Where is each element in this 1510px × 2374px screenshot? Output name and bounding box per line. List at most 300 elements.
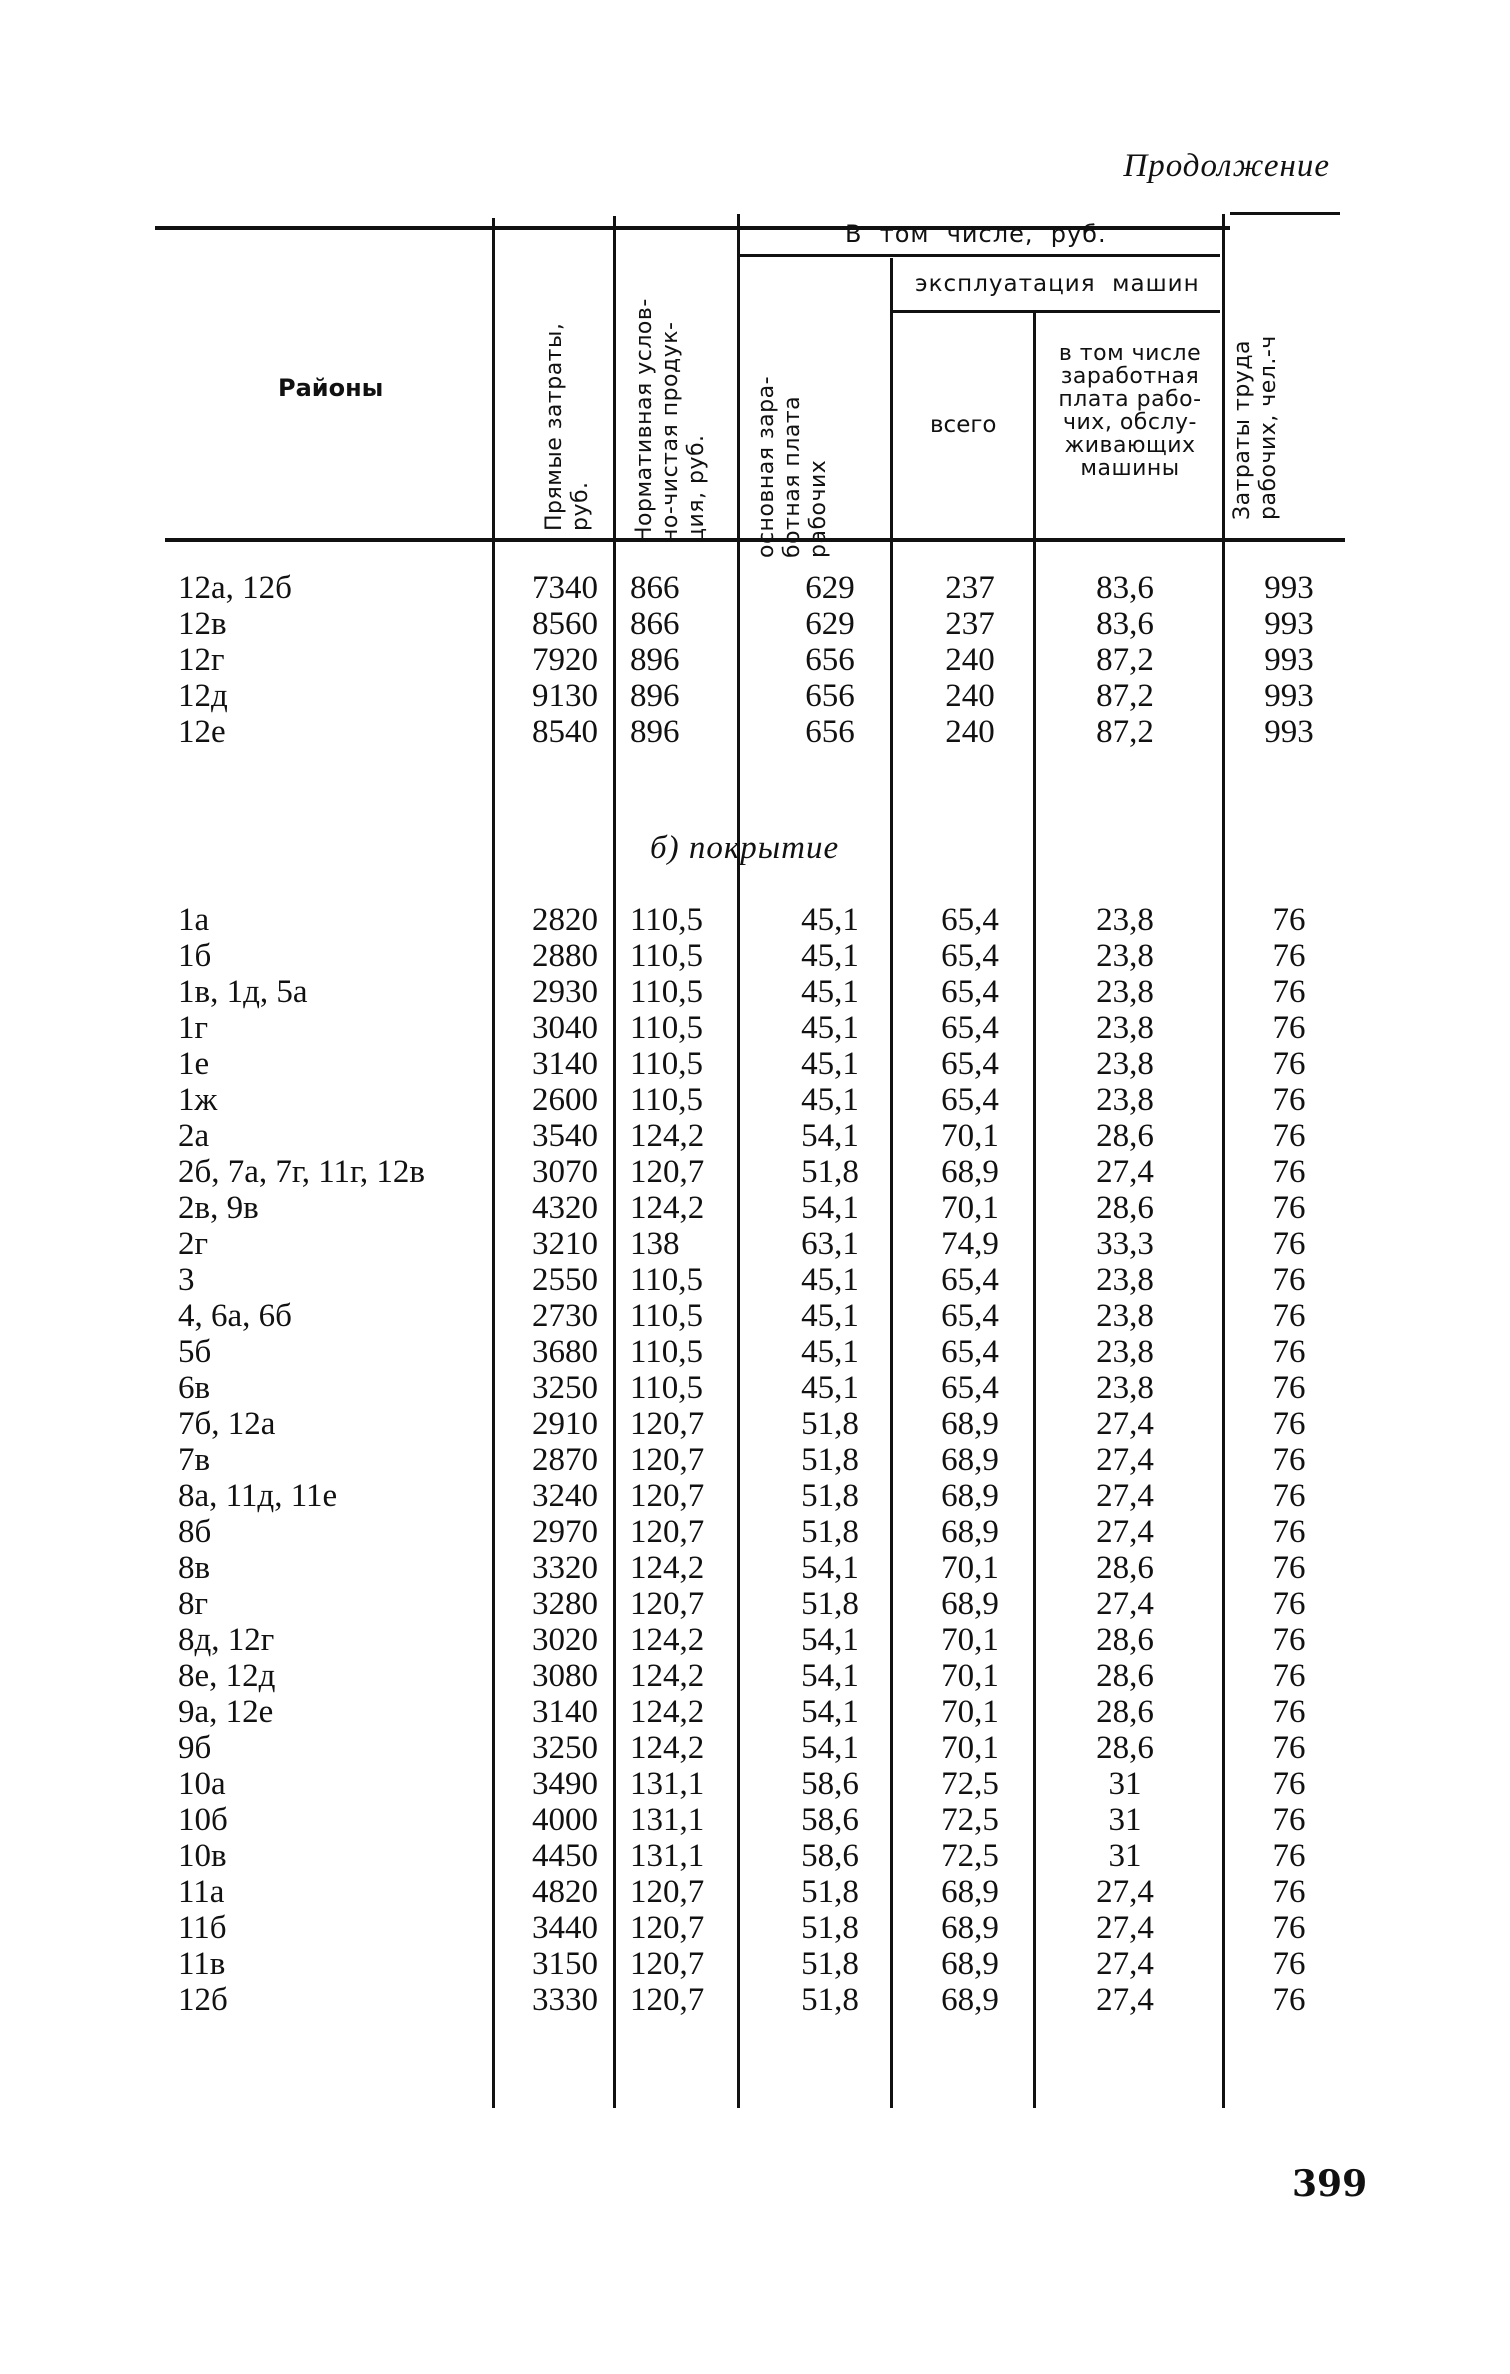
cell-normative: 110,5 xyxy=(630,1082,704,1118)
cell-direct: 2910 xyxy=(532,1406,598,1442)
cell-base-wage: 51,8 xyxy=(801,1154,859,1190)
cell-direct: 7340 xyxy=(532,570,598,606)
cell-base-wage: 54,1 xyxy=(801,1658,859,1694)
cell-incl-wage: 27,4 xyxy=(1096,1586,1154,1622)
cell-normative: 124,2 xyxy=(630,1730,705,1766)
cell-incl-wage: 31 xyxy=(1108,1766,1142,1802)
cell-direct: 3240 xyxy=(532,1478,598,1514)
group-rule xyxy=(737,254,1220,257)
table-row xyxy=(0,1478,1510,1514)
cell-incl-wage: 27,4 xyxy=(1096,1874,1154,1910)
table-row xyxy=(0,1874,1510,1910)
cell-normative: 866 xyxy=(630,570,680,606)
cell-total: 65,4 xyxy=(941,902,999,938)
cell-labor: 76 xyxy=(1272,1190,1306,1226)
cell-incl-wage: 23,8 xyxy=(1096,1082,1154,1118)
table-row xyxy=(0,1370,1510,1406)
cell-region: 8е, 12д xyxy=(178,1658,276,1694)
table-row xyxy=(0,1118,1510,1154)
cell-normative: 131,1 xyxy=(630,1838,705,1874)
cell-direct: 4000 xyxy=(532,1802,598,1838)
table-row xyxy=(0,1442,1510,1478)
cell-direct: 4450 xyxy=(532,1838,598,1874)
cell-incl-wage: 28,6 xyxy=(1096,1118,1154,1154)
section-b-rows xyxy=(0,902,1510,2018)
cell-labor: 76 xyxy=(1272,1622,1306,1658)
cell-incl-wage: 23,8 xyxy=(1096,902,1154,938)
table-row xyxy=(0,1982,1510,2018)
cell-normative: 120,7 xyxy=(630,1946,705,1982)
cell-total: 70,1 xyxy=(941,1658,999,1694)
cell-direct: 3250 xyxy=(532,1370,598,1406)
cell-region: 1а xyxy=(178,902,210,938)
cell-labor: 76 xyxy=(1272,1730,1306,1766)
cell-region: 1б xyxy=(178,938,212,974)
cell-direct: 3150 xyxy=(532,1946,598,1982)
table-row xyxy=(0,1766,1510,1802)
cell-normative: 120,7 xyxy=(630,1154,705,1190)
table-row xyxy=(0,938,1510,974)
cell-incl-wage: 27,4 xyxy=(1096,1982,1154,2018)
cell-incl-wage: 23,8 xyxy=(1096,1046,1154,1082)
cell-incl-wage: 27,4 xyxy=(1096,1514,1154,1550)
header-top-rule-right xyxy=(1230,212,1340,215)
cell-labor: 76 xyxy=(1272,1802,1306,1838)
cell-labor: 76 xyxy=(1272,1010,1306,1046)
cell-total: 68,9 xyxy=(941,1910,999,1946)
cell-incl-wage: 28,6 xyxy=(1096,1190,1154,1226)
cell-labor: 76 xyxy=(1272,1046,1306,1082)
cell-labor: 76 xyxy=(1272,938,1306,974)
machine-rule xyxy=(890,310,1220,313)
table-row xyxy=(0,1298,1510,1334)
cell-incl-wage: 27,4 xyxy=(1096,1478,1154,1514)
table-row xyxy=(0,902,1510,938)
cell-region: 11в xyxy=(178,1946,226,1982)
cell-normative: 120,7 xyxy=(630,1982,705,2018)
cell-labor: 76 xyxy=(1272,1298,1306,1334)
cell-base-wage: 54,1 xyxy=(801,1550,859,1586)
cell-incl-wage: 28,6 xyxy=(1096,1550,1154,1586)
cell-normative: 120,7 xyxy=(630,1910,705,1946)
cell-incl-wage: 28,6 xyxy=(1096,1658,1154,1694)
cell-direct: 3330 xyxy=(532,1982,598,2018)
cell-region: 7в xyxy=(178,1442,211,1478)
cell-labor: 76 xyxy=(1272,1946,1306,1982)
cell-incl-wage: 23,8 xyxy=(1096,1370,1154,1406)
cell-direct: 2730 xyxy=(532,1298,598,1334)
cell-direct: 2880 xyxy=(532,938,598,974)
table-row xyxy=(0,1190,1510,1226)
cell-base-wage: 656 xyxy=(805,678,855,714)
cell-labor: 76 xyxy=(1272,1694,1306,1730)
table-row xyxy=(0,714,1510,750)
cell-incl-wage: 23,8 xyxy=(1096,974,1154,1010)
header-total: всего xyxy=(930,412,997,438)
cell-base-wage: 629 xyxy=(805,606,855,642)
cell-base-wage: 54,1 xyxy=(801,1118,859,1154)
cell-incl-wage: 83,6 xyxy=(1096,570,1154,606)
header-normative: Нормативная услов- но-чистая продук- ция, руб. xyxy=(632,298,709,543)
cell-base-wage: 51,8 xyxy=(801,1406,859,1442)
cell-labor: 76 xyxy=(1272,1442,1306,1478)
cell-labor: 76 xyxy=(1272,1550,1306,1586)
cell-direct: 3140 xyxy=(532,1694,598,1730)
cell-base-wage: 58,6 xyxy=(801,1766,859,1802)
cell-incl-wage: 33,3 xyxy=(1096,1226,1154,1262)
cell-incl-wage: 27,4 xyxy=(1096,1946,1154,1982)
cell-base-wage: 45,1 xyxy=(801,1046,859,1082)
cell-normative: 138 xyxy=(630,1226,680,1262)
table-row xyxy=(0,1550,1510,1586)
cell-normative: 124,2 xyxy=(630,1658,705,1694)
cell-base-wage: 58,6 xyxy=(801,1802,859,1838)
cell-normative: 131,1 xyxy=(630,1766,705,1802)
cell-incl-wage: 87,2 xyxy=(1096,642,1154,678)
cell-region: 12е xyxy=(178,714,226,750)
cell-direct: 3080 xyxy=(532,1658,598,1694)
cell-region: 8д, 12г xyxy=(178,1622,275,1658)
cell-total: 68,9 xyxy=(941,1874,999,1910)
cell-direct: 3540 xyxy=(532,1118,598,1154)
cell-base-wage: 51,8 xyxy=(801,1478,859,1514)
cell-normative: 120,7 xyxy=(630,1874,705,1910)
cell-base-wage: 656 xyxy=(805,642,855,678)
cell-region: 4, 6а, 6б xyxy=(178,1298,292,1334)
cell-direct: 8560 xyxy=(532,606,598,642)
cell-direct: 2820 xyxy=(532,902,598,938)
table-row xyxy=(0,1910,1510,1946)
cell-total: 68,9 xyxy=(941,1406,999,1442)
cell-total: 65,4 xyxy=(941,974,999,1010)
cell-normative: 124,2 xyxy=(630,1118,705,1154)
cell-total: 65,4 xyxy=(941,1010,999,1046)
cell-base-wage: 51,8 xyxy=(801,1514,859,1550)
cell-incl-wage: 28,6 xyxy=(1096,1694,1154,1730)
cell-direct: 2600 xyxy=(532,1082,598,1118)
cell-incl-wage: 31 xyxy=(1108,1802,1142,1838)
cell-labor: 76 xyxy=(1272,1406,1306,1442)
table-row xyxy=(0,1838,1510,1874)
cell-labor: 76 xyxy=(1272,1514,1306,1550)
cell-incl-wage: 31 xyxy=(1108,1838,1142,1874)
cell-total: 70,1 xyxy=(941,1622,999,1658)
cell-region: 8г xyxy=(178,1586,209,1622)
cell-base-wage: 51,8 xyxy=(801,1946,859,1982)
cell-normative: 120,7 xyxy=(630,1406,705,1442)
cell-total: 72,5 xyxy=(941,1766,999,1802)
cell-labor: 76 xyxy=(1272,1658,1306,1694)
cell-total: 68,9 xyxy=(941,1586,999,1622)
cell-total: 240 xyxy=(945,714,995,750)
cell-normative: 110,5 xyxy=(630,1046,704,1082)
cell-region: 10в xyxy=(178,1838,227,1874)
cell-base-wage: 629 xyxy=(805,570,855,606)
cell-region: 11б xyxy=(178,1910,227,1946)
cell-labor: 76 xyxy=(1272,1370,1306,1406)
cell-base-wage: 45,1 xyxy=(801,1298,859,1334)
cell-normative: 110,5 xyxy=(630,902,704,938)
cell-base-wage: 51,8 xyxy=(801,1982,859,2018)
cell-total: 70,1 xyxy=(941,1190,999,1226)
cell-total: 70,1 xyxy=(941,1118,999,1154)
cell-incl-wage: 27,4 xyxy=(1096,1910,1154,1946)
cell-incl-wage: 83,6 xyxy=(1096,606,1154,642)
cell-normative: 124,2 xyxy=(630,1622,705,1658)
cell-direct: 3020 xyxy=(532,1622,598,1658)
cell-base-wage: 51,8 xyxy=(801,1586,859,1622)
cell-region: 2а xyxy=(178,1118,210,1154)
table-row xyxy=(0,1622,1510,1658)
cell-base-wage: 45,1 xyxy=(801,1262,859,1298)
cell-normative: 124,2 xyxy=(630,1190,705,1226)
cell-total: 65,4 xyxy=(941,1046,999,1082)
cell-total: 68,9 xyxy=(941,1442,999,1478)
cell-incl-wage: 23,8 xyxy=(1096,1010,1154,1046)
cell-normative: 110,5 xyxy=(630,1298,704,1334)
cell-region: 2в, 9в xyxy=(178,1190,259,1226)
continuation-note: Продолжение xyxy=(1123,148,1330,184)
header-labor: Затраты труда рабочих, чел.-ч xyxy=(1230,335,1281,520)
cell-normative: 896 xyxy=(630,642,680,678)
cell-incl-wage: 23,8 xyxy=(1096,1334,1154,1370)
cell-base-wage: 51,8 xyxy=(801,1442,859,1478)
cell-total: 237 xyxy=(945,570,995,606)
cell-base-wage: 45,1 xyxy=(801,1010,859,1046)
page-number: 399 xyxy=(1292,2163,1368,2205)
cell-labor: 76 xyxy=(1272,1118,1306,1154)
cell-incl-wage: 87,2 xyxy=(1096,678,1154,714)
table-row xyxy=(0,1514,1510,1550)
cell-total: 72,5 xyxy=(941,1838,999,1874)
cell-labor: 76 xyxy=(1272,1838,1306,1874)
table-row xyxy=(0,1406,1510,1442)
cell-base-wage: 54,1 xyxy=(801,1190,859,1226)
header-including-group: В том числе, руб. xyxy=(845,220,1107,248)
cell-incl-wage: 27,4 xyxy=(1096,1154,1154,1190)
table-row xyxy=(0,570,1510,606)
cell-base-wage: 54,1 xyxy=(801,1694,859,1730)
cell-normative: 110,5 xyxy=(630,1334,704,1370)
cell-region: 12б xyxy=(178,1982,228,2018)
cell-total: 68,9 xyxy=(941,1946,999,1982)
cell-direct: 3280 xyxy=(532,1586,598,1622)
cell-incl-wage: 28,6 xyxy=(1096,1730,1154,1766)
cell-total: 240 xyxy=(945,678,995,714)
cell-total: 65,4 xyxy=(941,1262,999,1298)
cell-direct: 2930 xyxy=(532,974,598,1010)
cell-region: 1в, 1д, 5а xyxy=(178,974,308,1010)
cell-direct: 9130 xyxy=(532,678,598,714)
cell-total: 237 xyxy=(945,606,995,642)
cell-normative: 120,7 xyxy=(630,1442,705,1478)
cell-labor: 76 xyxy=(1272,1154,1306,1190)
cell-total: 72,5 xyxy=(941,1802,999,1838)
cell-direct: 8540 xyxy=(532,714,598,750)
cell-normative: 124,2 xyxy=(630,1694,705,1730)
cell-region: 7б, 12а xyxy=(178,1406,276,1442)
header-incl-wage: в том числе заработная плата рабо- чих, обслу- живающих машины xyxy=(1058,341,1202,481)
header-direct-costs: Прямые затраты, руб. xyxy=(542,322,593,531)
table-row xyxy=(0,642,1510,678)
cell-total: 68,9 xyxy=(941,1514,999,1550)
table-row xyxy=(0,1262,1510,1298)
cell-region: 1ж xyxy=(178,1082,218,1118)
cell-base-wage: 45,1 xyxy=(801,1370,859,1406)
cell-total: 68,9 xyxy=(941,1154,999,1190)
cell-normative: 120,7 xyxy=(630,1586,705,1622)
cell-total: 65,4 xyxy=(941,1082,999,1118)
cell-normative: 896 xyxy=(630,678,680,714)
cell-direct: 3040 xyxy=(532,1010,598,1046)
cell-labor: 993 xyxy=(1264,570,1314,606)
cell-direct: 2550 xyxy=(532,1262,598,1298)
cell-region: 12а, 12б xyxy=(178,570,292,606)
table-row xyxy=(0,1802,1510,1838)
cell-incl-wage: 27,4 xyxy=(1096,1442,1154,1478)
cell-incl-wage: 87,2 xyxy=(1096,714,1154,750)
cell-direct: 2870 xyxy=(532,1442,598,1478)
cell-total: 70,1 xyxy=(941,1694,999,1730)
cell-base-wage: 54,1 xyxy=(801,1730,859,1766)
cell-region: 12д xyxy=(178,678,228,714)
cell-normative: 131,1 xyxy=(630,1802,705,1838)
cell-incl-wage: 28,6 xyxy=(1096,1622,1154,1658)
cell-region: 8б xyxy=(178,1514,212,1550)
cell-total: 68,9 xyxy=(941,1982,999,2018)
cell-labor: 76 xyxy=(1272,1874,1306,1910)
cell-region: 3 xyxy=(178,1262,195,1298)
cell-normative: 110,5 xyxy=(630,974,704,1010)
cell-region: 2б, 7а, 7г, 11г, 12в xyxy=(178,1154,425,1190)
cell-normative: 120,7 xyxy=(630,1478,705,1514)
cell-base-wage: 63,1 xyxy=(801,1226,859,1262)
cell-base-wage: 45,1 xyxy=(801,974,859,1010)
cell-direct: 3680 xyxy=(532,1334,598,1370)
cell-labor: 76 xyxy=(1272,1334,1306,1370)
cell-region: 2г xyxy=(178,1226,209,1262)
cell-labor: 76 xyxy=(1272,974,1306,1010)
cell-direct: 3250 xyxy=(532,1730,598,1766)
table-row xyxy=(0,1658,1510,1694)
cell-region: 11а xyxy=(178,1874,225,1910)
header-base-wage: основная зара- ботная плата рабочих xyxy=(754,375,831,558)
cell-incl-wage: 23,8 xyxy=(1096,1262,1154,1298)
cell-labor: 76 xyxy=(1272,902,1306,938)
table-row xyxy=(0,1082,1510,1118)
cell-base-wage: 54,1 xyxy=(801,1622,859,1658)
cell-region: 8в xyxy=(178,1550,211,1586)
cell-base-wage: 51,8 xyxy=(801,1874,859,1910)
cell-direct: 3320 xyxy=(532,1550,598,1586)
cell-region: 1г xyxy=(178,1010,209,1046)
cell-normative: 896 xyxy=(630,714,680,750)
cell-direct: 3440 xyxy=(532,1910,598,1946)
cell-total: 240 xyxy=(945,642,995,678)
cell-normative: 110,5 xyxy=(630,1262,704,1298)
cell-base-wage: 45,1 xyxy=(801,1082,859,1118)
cell-total: 65,4 xyxy=(941,1298,999,1334)
cell-region: 12в xyxy=(178,606,227,642)
cell-labor: 76 xyxy=(1272,1766,1306,1802)
cell-incl-wage: 27,4 xyxy=(1096,1406,1154,1442)
table-row xyxy=(0,1946,1510,1982)
header-machine-operation: эксплуатация машин xyxy=(915,271,1200,297)
cell-labor: 76 xyxy=(1272,1262,1306,1298)
cell-region: 8а, 11д, 11е xyxy=(178,1478,338,1514)
table-row xyxy=(0,606,1510,642)
cell-labor: 76 xyxy=(1272,1586,1306,1622)
cell-labor: 76 xyxy=(1272,1910,1306,1946)
cell-region: 5б xyxy=(178,1334,212,1370)
table-row xyxy=(0,678,1510,714)
table-row xyxy=(0,1730,1510,1766)
cell-base-wage: 45,1 xyxy=(801,902,859,938)
cell-labor: 993 xyxy=(1264,642,1314,678)
cell-total: 70,1 xyxy=(941,1730,999,1766)
cell-region: 10б xyxy=(178,1802,228,1838)
cell-incl-wage: 23,8 xyxy=(1096,938,1154,974)
cell-base-wage: 58,6 xyxy=(801,1838,859,1874)
cell-base-wage: 51,8 xyxy=(801,1910,859,1946)
cell-labor: 76 xyxy=(1272,1478,1306,1514)
cell-direct: 2970 xyxy=(532,1514,598,1550)
cell-direct: 4820 xyxy=(532,1874,598,1910)
cell-labor: 76 xyxy=(1272,1982,1306,2018)
cell-normative: 120,7 xyxy=(630,1514,705,1550)
cell-normative: 110,5 xyxy=(630,938,704,974)
table-row xyxy=(0,1154,1510,1190)
cell-total: 74,9 xyxy=(941,1226,999,1262)
cell-labor: 76 xyxy=(1272,1226,1306,1262)
cell-labor: 993 xyxy=(1264,606,1314,642)
cell-base-wage: 656 xyxy=(805,714,855,750)
header-region: Районы xyxy=(278,374,384,402)
cell-labor: 993 xyxy=(1264,714,1314,750)
table-row xyxy=(0,1334,1510,1370)
cell-normative: 124,2 xyxy=(630,1550,705,1586)
cell-labor: 76 xyxy=(1272,1082,1306,1118)
cell-labor: 993 xyxy=(1264,678,1314,714)
table-row xyxy=(0,1226,1510,1262)
cell-total: 65,4 xyxy=(941,938,999,974)
cell-normative: 866 xyxy=(630,606,680,642)
cell-base-wage: 45,1 xyxy=(801,1334,859,1370)
cell-region: 10а xyxy=(178,1766,226,1802)
cell-base-wage: 45,1 xyxy=(801,938,859,974)
table-row xyxy=(0,1586,1510,1622)
cell-total: 68,9 xyxy=(941,1478,999,1514)
cell-region: 6в xyxy=(178,1370,211,1406)
cell-total: 65,4 xyxy=(941,1370,999,1406)
table-row xyxy=(0,1046,1510,1082)
cell-direct: 3070 xyxy=(532,1154,598,1190)
cell-region: 9а, 12е xyxy=(178,1694,274,1730)
cell-direct: 3210 xyxy=(532,1226,598,1262)
table-row xyxy=(0,1010,1510,1046)
cell-incl-wage: 23,8 xyxy=(1096,1298,1154,1334)
cell-region: 12г xyxy=(178,642,225,678)
cell-region: 1е xyxy=(178,1046,210,1082)
cell-total: 65,4 xyxy=(941,1334,999,1370)
section-a-rows xyxy=(0,570,1510,750)
cell-direct: 3140 xyxy=(532,1046,598,1082)
section-b-title: б) покрытие xyxy=(650,830,840,866)
cell-normative: 110,5 xyxy=(630,1010,704,1046)
cell-region: 9б xyxy=(178,1730,212,1766)
cell-direct: 7920 xyxy=(532,642,598,678)
cell-direct: 4320 xyxy=(532,1190,598,1226)
